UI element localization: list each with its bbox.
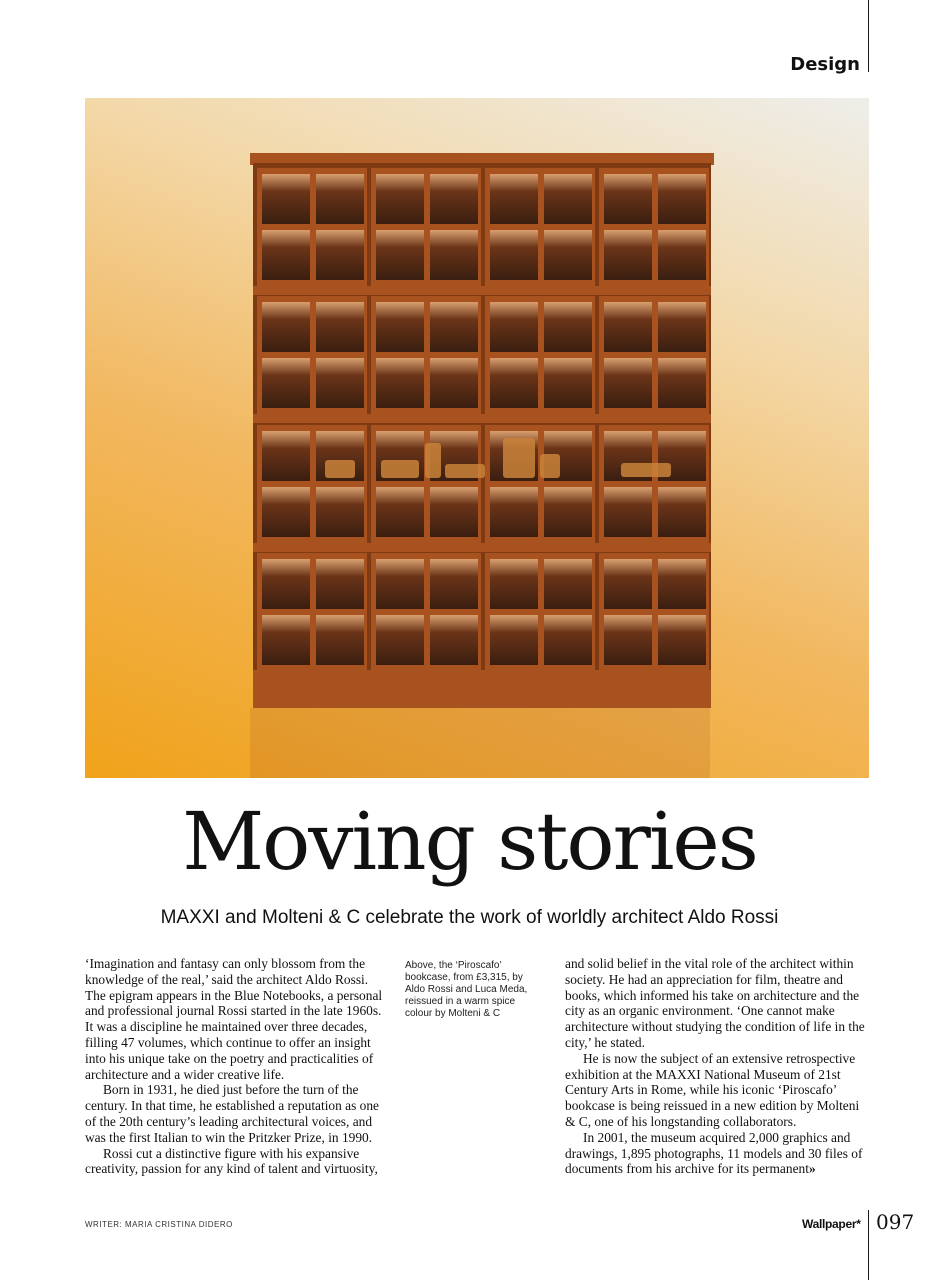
tier-divider [253, 414, 711, 423]
brand-logo: Wallpaper* [802, 1217, 861, 1231]
paragraph: ‘Imagination and fantasy can only blossom from the knowledge of the real,’ said the architect Aldo Rossi. The epigram appears in the Blue Notebooks, a personal and professional journal Rossi started in the late 1960s. It was a discipline he maintained over three decades, filling 47 volumes, which continue to offer an insight into his unique take on the poetry and practicalities of architecture and a wider creative life. [85, 956, 383, 1082]
glass-pane [490, 174, 538, 224]
glass-pane [604, 302, 652, 352]
glass-pane [544, 174, 592, 224]
glass-pane [316, 174, 364, 224]
glass-pane [658, 487, 706, 537]
glass-pane [376, 358, 424, 408]
glass-pane [262, 615, 310, 665]
glass-pane [658, 302, 706, 352]
glass-pane [376, 487, 424, 537]
glass-pane [604, 615, 652, 665]
glass-pane [604, 358, 652, 408]
glass-pane [658, 615, 706, 665]
headline: Moving stories [182, 795, 757, 888]
glass-pane [430, 559, 478, 609]
footer-vertical-rule [868, 1210, 869, 1280]
shelf-object [540, 454, 560, 478]
glass-pane [316, 230, 364, 280]
writer-credit: WRITER: MARIA CRISTINA DIDERO [85, 1220, 233, 1229]
glass-pane [604, 559, 652, 609]
glass-pane [316, 302, 364, 352]
glass-pane [604, 174, 652, 224]
floor-reflection [250, 708, 710, 778]
glass-pane [262, 230, 310, 280]
glass-pane [604, 230, 652, 280]
shelf-object [381, 460, 419, 478]
glass-pane [316, 615, 364, 665]
tier-divider [253, 286, 711, 295]
shelf-object [425, 443, 441, 478]
bookcase-illustration [85, 98, 869, 778]
glass-pane [544, 487, 592, 537]
glass-pane [544, 302, 592, 352]
glass-pane [544, 358, 592, 408]
glass-pane [544, 559, 592, 609]
glass-pane [376, 174, 424, 224]
glass-pane [262, 174, 310, 224]
top-vertical-rule [868, 0, 869, 72]
glass-pane [376, 615, 424, 665]
standfirst: MAXXI and Molteni & C celebrate the work of worldly architect Aldo Rossi [160, 907, 779, 928]
glass-pane [316, 358, 364, 408]
glass-pane [316, 559, 364, 609]
photo-caption: Above, the ‘Piroscafo’ bookcase, from £3,315, by Aldo Rossi and Luca Meda, reissued in a warm spice colour by Molteni & C [405, 960, 528, 1019]
glass-pane [544, 230, 592, 280]
glass-pane [658, 358, 706, 408]
paragraph: Rossi cut a distinctive figure with his expansive creativity, passion for any kind of talent and virtuosity, [85, 1145, 378, 1177]
glass-pane [430, 487, 478, 537]
hero-photo [85, 98, 869, 778]
paragraph: He is now the subject of an extensive retrospective exhibition at the MAXXI National Museum of 21st Century Arts in Rome, while his iconic ‘Piroscafo’ bookcase is being reissued in a new edition by Molteni & C, one of his longstanding collaborators. [565, 1050, 860, 1129]
glass-pane [430, 302, 478, 352]
glass-pane [430, 615, 478, 665]
shelf-object [503, 438, 535, 478]
glass-pane [262, 487, 310, 537]
glass-pane [262, 559, 310, 609]
glass-pane [604, 487, 652, 537]
continue-arrow-icon: » [808, 1161, 816, 1177]
glass-pane [490, 302, 538, 352]
glass-pane [544, 615, 592, 665]
paragraph [565, 1130, 865, 1177]
glass-pane [430, 230, 478, 280]
tier-divider [253, 543, 711, 552]
glass-pane [658, 174, 706, 224]
section-label: Design [790, 54, 860, 75]
shelf-object [325, 460, 355, 478]
tier-divider [253, 671, 711, 680]
glass-pane [376, 230, 424, 280]
glass-pane [658, 559, 706, 609]
glass-pane [490, 615, 538, 665]
glass-pane [262, 358, 310, 408]
glass-pane [316, 487, 364, 537]
glass-pane [376, 559, 424, 609]
glass-pane [430, 174, 478, 224]
paragraph: and solid belief in the vital role of the architect within society. He had an appreciation for film, theatre and books, which informed his take on architecture and the city as an organic environment. ‘One cannot make architecture without studying the condition of life in the city,’ he stated. [565, 956, 865, 1050]
glass-pane [490, 358, 538, 408]
body-column-1 [85, 956, 390, 1177]
glass-pane [262, 302, 310, 352]
paragraph-text: In 2001, the museum acquired 2,000 graphics and drawings, 1,895 photographs, 11 models and 30 files of documents from his archive for its permanent [565, 1129, 863, 1177]
body-column-2 [565, 956, 865, 1177]
glass-pane [490, 230, 538, 280]
shelf-object [445, 464, 485, 478]
glass-pane [658, 230, 706, 280]
page-number: 097 [876, 1210, 915, 1234]
glass-pane [490, 487, 538, 537]
shelf-object [621, 463, 671, 477]
paragraph: Born in 1931, he died just before the turn of the century. In that time, he established a reputation as one of the 20th century’s leading architectural voices, and was the first Italian to win the Pritzker Prize, in 1990. [85, 1082, 379, 1145]
glass-pane [262, 431, 310, 481]
glass-pane [430, 358, 478, 408]
glass-pane [490, 559, 538, 609]
glass-pane [376, 302, 424, 352]
